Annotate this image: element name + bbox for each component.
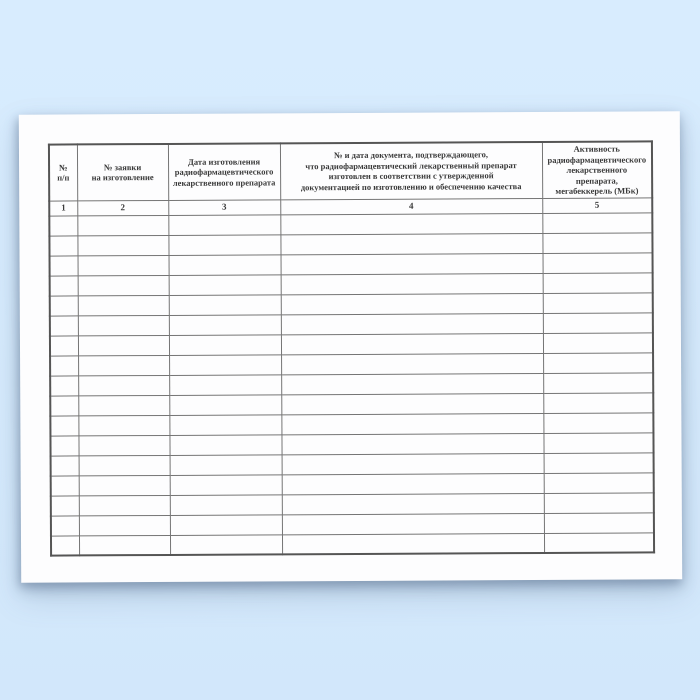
empty-cell [543,252,653,273]
empty-cell [281,293,543,314]
empty-cell [543,332,653,353]
empty-cell [170,514,282,535]
column-number: 5 [542,197,652,213]
empty-cell [543,372,653,393]
empty-cell [280,213,542,234]
empty-cell [282,533,544,554]
production-log-table [48,140,655,556]
empty-cell [544,472,654,493]
column-header-request-number: № заявки на изготовление [77,144,168,200]
empty-cell [78,315,169,335]
empty-cell [50,355,78,375]
empty-cell [77,235,168,255]
empty-cell [170,534,282,555]
table-body [49,212,654,555]
empty-cell [79,455,170,475]
empty-cell [51,495,79,515]
empty-cell [78,335,169,355]
column-number: 3 [168,199,280,215]
column-header-serial: № п/п [49,144,77,200]
empty-cell [169,374,281,395]
empty-cell [51,475,79,495]
empty-cell [282,493,544,514]
empty-cell [169,254,281,275]
empty-cell [281,313,543,334]
empty-cell [543,292,653,313]
empty-cell [169,354,281,375]
column-header-activity: Активность радиофармацевтического лекарственного препарата, мегабеккерель (МБк) [542,141,652,198]
empty-cell [79,495,170,515]
empty-cell [50,395,78,415]
empty-cell [543,412,653,433]
empty-cell [281,333,543,354]
empty-cell [50,275,78,295]
table-row [51,532,654,555]
column-number: 1 [49,200,77,215]
empty-cell [281,253,543,274]
empty-cell [282,473,544,494]
empty-cell [169,394,281,415]
empty-cell [281,353,543,374]
empty-cell [169,314,281,335]
empty-cell [50,295,78,315]
document-page [19,111,682,582]
empty-cell [49,235,77,255]
empty-cell [280,233,542,254]
empty-cell [78,435,169,455]
empty-cell [78,255,169,275]
empty-cell [79,535,170,555]
empty-cell [50,335,78,355]
empty-cell [542,212,652,233]
empty-cell [78,415,169,435]
empty-cell [78,375,169,395]
empty-cell [169,294,281,315]
empty-cell [50,375,78,395]
empty-cell [168,214,280,235]
empty-cell [281,413,543,434]
empty-cell [544,532,654,553]
empty-cell [169,414,281,435]
column-header-manufacture-date: Дата изготовления радиофармацевтического лекарственного препарата [168,143,280,200]
empty-cell [282,453,544,474]
empty-cell [542,232,652,253]
header-row [49,141,652,200]
empty-cell [51,515,79,535]
empty-cell [168,234,280,255]
empty-cell [281,373,543,394]
empty-cell [170,494,282,515]
empty-cell [79,515,170,535]
empty-cell [49,215,77,235]
empty-cell [170,474,282,495]
empty-cell [282,513,544,534]
empty-cell [169,434,281,455]
empty-cell [78,395,169,415]
empty-cell [281,433,543,454]
empty-cell [169,274,281,295]
empty-cell [281,393,543,414]
empty-cell [169,334,281,355]
empty-cell [543,392,653,413]
empty-cell [51,455,79,475]
empty-cell [79,475,170,495]
empty-cell [543,432,653,453]
empty-cell [544,492,654,513]
empty-cell [543,312,653,333]
empty-cell [543,352,653,373]
empty-cell [50,255,78,275]
empty-cell [77,215,168,235]
column-number: 4 [280,198,542,214]
empty-cell [50,435,78,455]
empty-cell [170,454,282,475]
empty-cell [544,512,654,533]
empty-cell [78,275,169,295]
empty-cell [51,535,79,555]
empty-cell [78,355,169,375]
empty-cell [78,295,169,315]
column-header-confirming-document: № и дата документа, подтверждающего, что радиофармацевтический лекарственный препарат изготовлен в соответствии с утвержденной документацией по изготовлению и обеспечению качества [280,142,542,199]
empty-cell [50,315,78,335]
column-number: 2 [77,200,168,215]
empty-cell [544,452,654,473]
empty-cell [543,272,653,293]
empty-cell [50,415,78,435]
empty-cell [281,273,543,294]
